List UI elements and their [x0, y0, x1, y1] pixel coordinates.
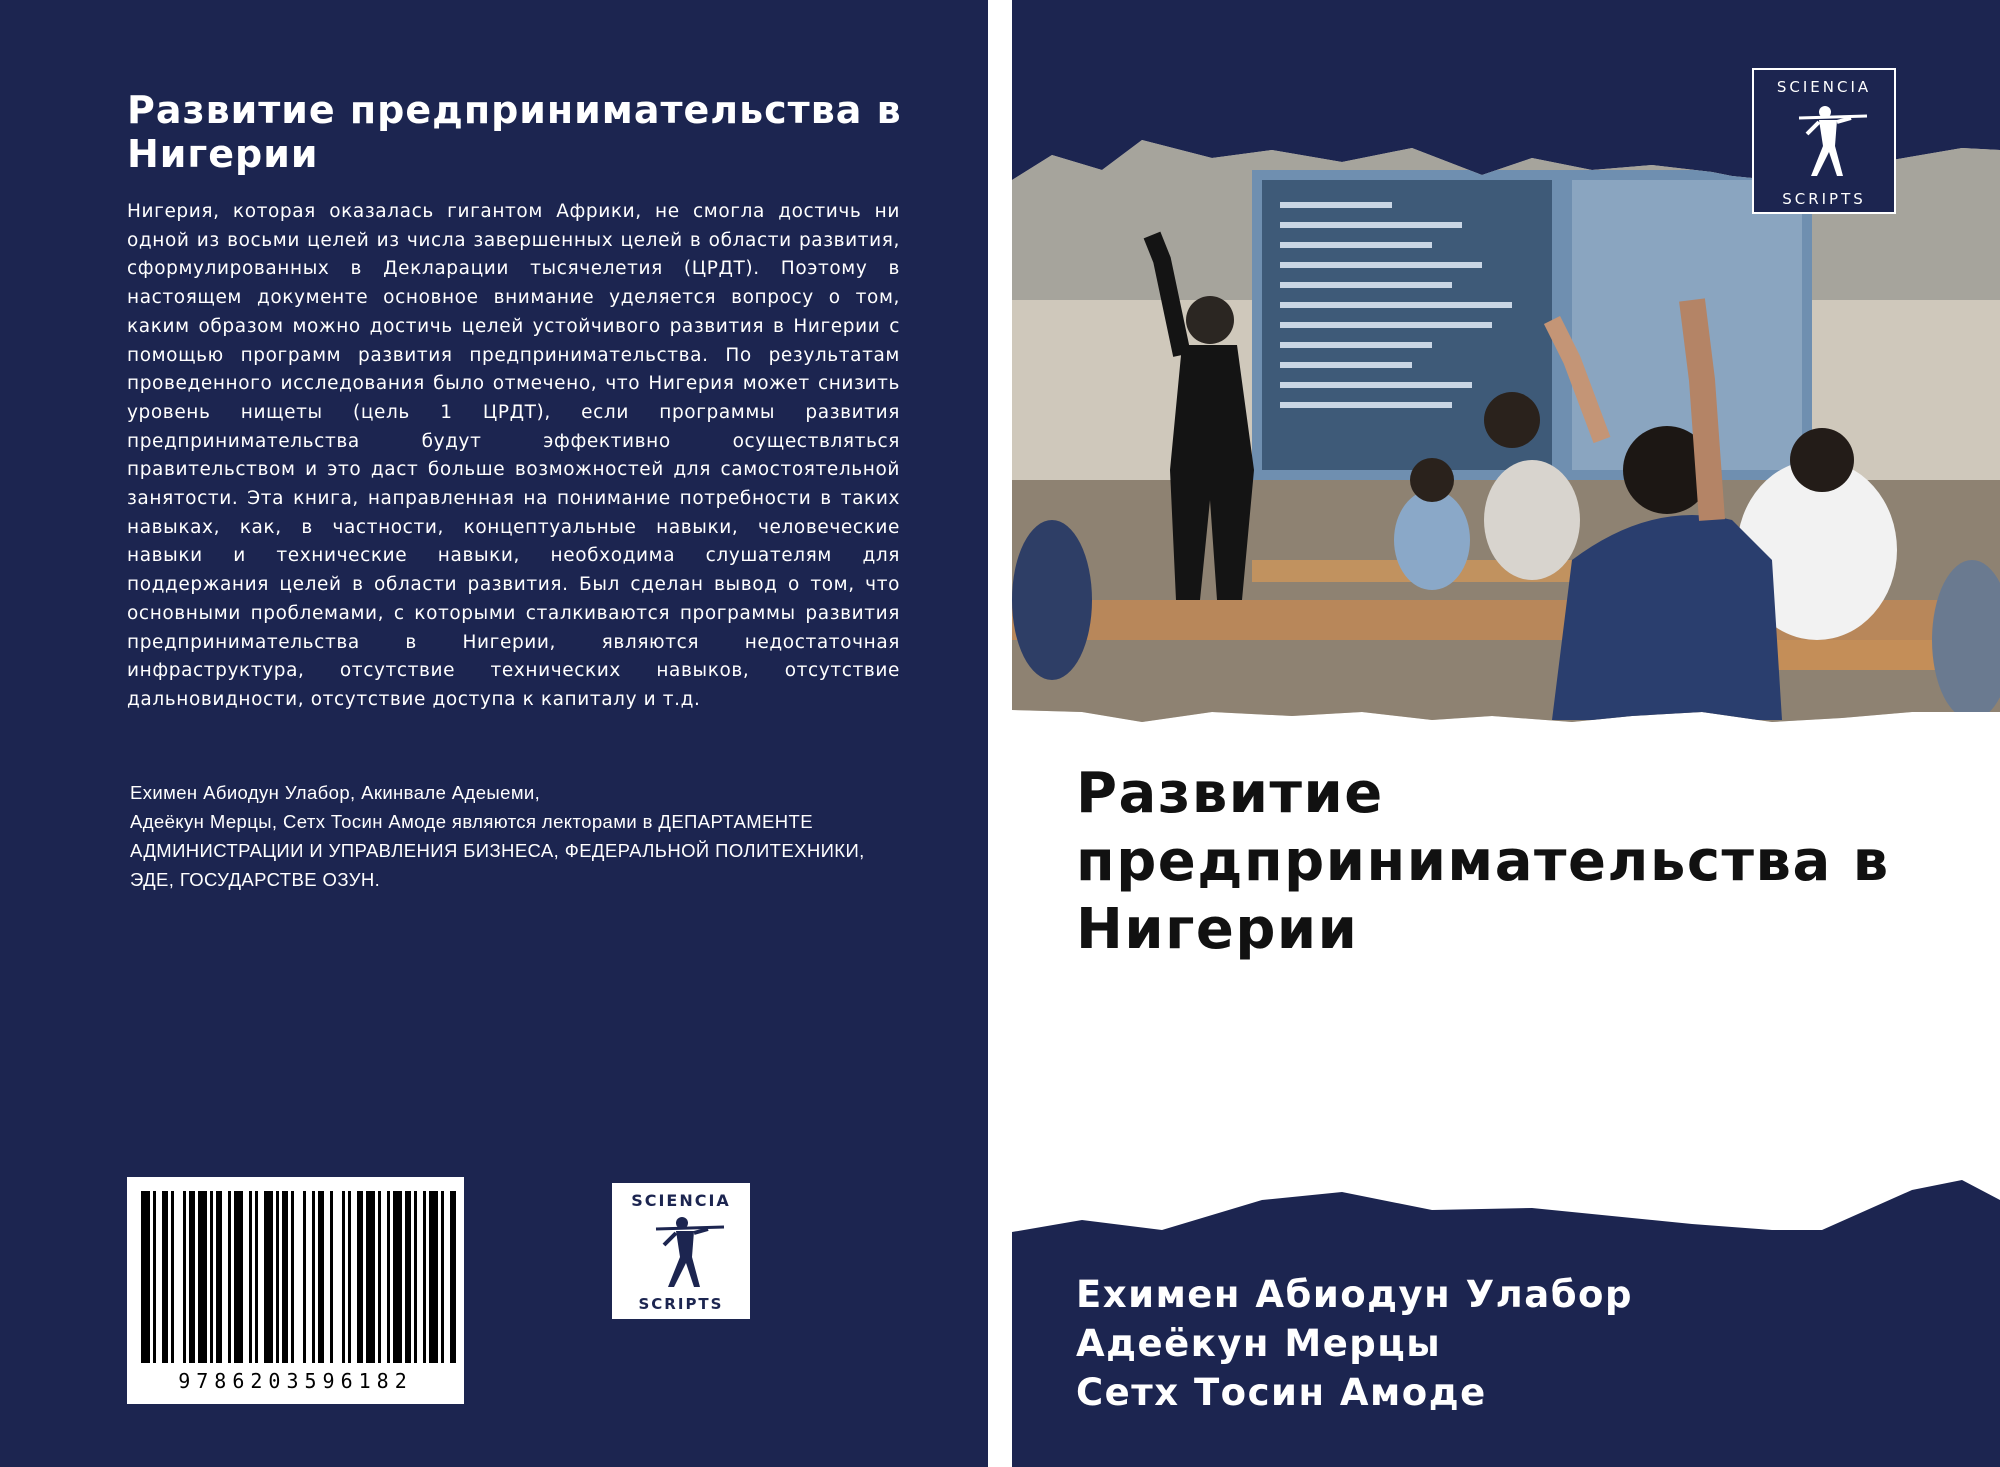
barcode-bar: [162, 1191, 168, 1363]
barcode-bar: [210, 1191, 213, 1363]
author-name: Адеёкун Мерцы: [1076, 1322, 1442, 1365]
back-cover: [0, 0, 988, 1467]
barcode-bar: [429, 1191, 438, 1363]
barcode-bar: [405, 1191, 411, 1363]
author-bio-text: Адеёкун Мерцы, Сетх Тосин Амоде являются лекторами в ДЕПАРТАМЕНТЕ АДМИНИСТРАЦИИ И УПРАВЛЕНИЯ БИЗНЕСА, ФЕДЕРАЛЬНОЙ ПОЛИТЕХНИКИ, ЭДЕ, ГОСУДАРСТВЕ ОЗУН.: [130, 811, 865, 890]
barcode-bar: [378, 1191, 381, 1363]
logo-bottom-text: SCRIPTS: [638, 1295, 724, 1313]
logo-top-text: SCIENCIA: [1776, 78, 1872, 96]
barcode-bar: [393, 1191, 402, 1363]
publisher-logo-back: [612, 1183, 750, 1319]
barcode-bar: [189, 1191, 195, 1363]
barcode-bar: [228, 1191, 231, 1363]
barcode-bar: [330, 1191, 333, 1363]
front-cover-title: Развитие предпринимательства в Нигерии: [1076, 761, 1890, 962]
barcode-bar: [264, 1191, 273, 1363]
front-cover: [1012, 0, 2000, 1467]
barcode-bar: [198, 1191, 207, 1363]
logo-bottom-text: SCRIPTS: [1782, 190, 1866, 208]
barcode-bar: [312, 1191, 315, 1363]
barcode-bar: [366, 1191, 375, 1363]
barcode-bar: [423, 1191, 426, 1363]
logo-top-text: SCIENCIA: [631, 1191, 731, 1210]
barcode-bar: [291, 1191, 294, 1363]
author-bio: [130, 778, 910, 894]
isbn-barcode: [127, 1177, 464, 1404]
spine: [988, 0, 1012, 1467]
hunter-figure-icon: [1778, 100, 1870, 180]
author-name: Сетх Тосин Амоде: [1076, 1371, 1487, 1414]
barcode-bar: [216, 1191, 222, 1363]
barcode-bars: [127, 1177, 464, 1367]
hunter-figure-icon: [636, 1211, 726, 1291]
author-bio-line: Ехимен Абиодун Улабор, Акинвале Адеыеми,: [130, 782, 541, 803]
front-cover-authors: [1076, 1270, 1976, 1417]
author-name: Ехимен Абиодун Улабор: [1076, 1273, 1633, 1316]
barcode-bar: [276, 1191, 279, 1363]
barcode-bar: [183, 1191, 186, 1363]
barcode-bar: [450, 1191, 456, 1363]
back-cover-abstract: Нигерия, которая оказалась гигантом Африки, не смогла достичь ни одной из восьми целей из числа завершенных целей в области развития, сформулированных в Декларации тысячелетия (ЦРДТ). Поэтому в настоящем документе основное внимание уделяется вопросу о том, каким образом можно достичь целей устойчивого развития в Нигерии с помощью программ развития предпринимательства. По результатам проведенного исследования было отмечено, что Нигерия может снизить уровень нищеты (цель 1 ЦРДТ), если программы развития предпринимательства будут эффективно осуществляться правительством и это даст больше возможностей для самостоятельной занятости. Эта книга, направленная на понимание потребности в таких навыках, как, в частности, концептуальные навыки, человеческие навыки и технические навыки, необходима слушателям для поддержания целей в области развития. Был сделан вывод о том, что основными проблемами, с которыми сталкиваются программы развития предпринимательства в Нигерии, являются недостаточная инфраструктура, отсутствие технических навыков, отсутствие дальновидности, отсутствие доступа к капиталу и т.д.: [127, 201, 900, 710]
barcode-bar: [255, 1191, 258, 1363]
barcode-bar: [171, 1191, 174, 1363]
barcode-bar: [249, 1191, 252, 1363]
barcode-bar: [318, 1191, 324, 1363]
barcode-bar: [414, 1191, 417, 1363]
barcode-bar: [342, 1191, 345, 1363]
barcode-bar: [141, 1191, 150, 1363]
barcode-bar: [282, 1191, 288, 1363]
barcode-number: 9786203596182: [178, 1369, 413, 1393]
barcode-bar: [441, 1191, 444, 1363]
barcode-bar: [234, 1191, 243, 1363]
barcode-bar: [357, 1191, 363, 1363]
back-cover-title: Развитие предпринимательства в Нигерии: [127, 88, 902, 176]
barcode-bar: [153, 1191, 156, 1363]
barcode-bar: [303, 1191, 306, 1363]
barcode-bar: [348, 1191, 351, 1363]
publisher-logo-front: [1752, 68, 1896, 214]
barcode-bar: [387, 1191, 390, 1363]
